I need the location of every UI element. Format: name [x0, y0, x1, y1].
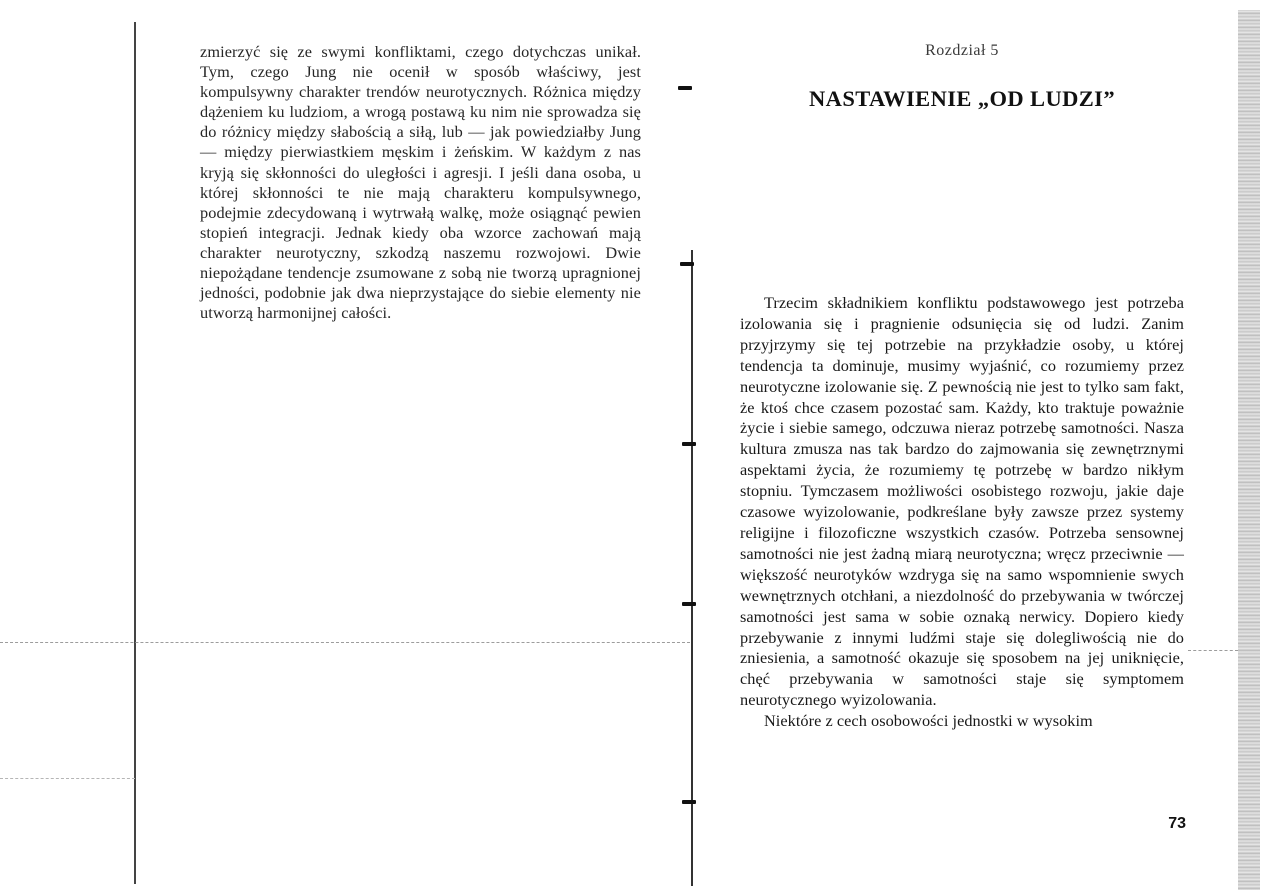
gutter-mark	[682, 800, 696, 804]
chapter-title: NASTAWIENIE „OD LUDZI”	[809, 86, 1115, 111]
page-number: 73	[1168, 815, 1186, 832]
gutter-mark	[682, 442, 696, 446]
right-page-paragraph-2: Niektóre z cech osobowości jednostki w wysokim	[764, 711, 1093, 731]
gutter-mark	[678, 86, 692, 90]
scan-fold-line	[0, 642, 690, 644]
book-gutter	[691, 250, 693, 886]
scan-fold-line-right	[1188, 650, 1238, 652]
left-page	[200, 42, 641, 323]
gutter-mark	[682, 602, 696, 606]
gutter-mark	[680, 262, 694, 266]
right-page-edge	[1238, 10, 1260, 890]
chapter-label: Rozdział 5	[925, 42, 999, 59]
left-page-paragraph: zmierzyć się ze swymi konfliktami, czego dotychczas unikał. Tym, czego Jung nie ocenił w sposób właściwy, jest kompulsywny charakter trendów neurotycznych. Różnica między dążeniem ku ludziom, a wrogą postawą ku nim nie sprowadza się do różnicy między słabością a siłą, lub — jak powiedziałby Jung — między pierwiastkiem męskim i żeńskim. W każdym z nas kryją się skłonności do uległości i agresji. I jeśli dana osoba, u której skłonności te nie mają charakteru kompulsywnego, podejmie zdecydowaną i wytrwałą walkę, może osiągnąć pewien stopień integracji. Jednak kiedy oba wzorce zachowań mają charakter neurotyczny, szkodzą naszemu rozwojowi. Dwie niepożądane tendencje zsumowane z sobą nie tworzą upragnionej jedności, podobnie jak dwa nieprzystające do siebie elementy nie utworzą harmonijnej całości.	[200, 42, 641, 323]
right-page	[740, 293, 1184, 732]
right-page-paragraph-1: Trzecim składnikiem konfliktu podstawowego jest potrzeba izolowania się i pragnienie odsunięcia się od ludzi. Zanim przyjrzymy się tej potrzebie na przykładzie osoby, u której tendencja ta dominuje, musimy wyjaśnić, co rozumiemy przez neurotyczne izolowanie się. Z pewnością nie jest to tylko sam fakt, że ktoś chce czasem pozostać sam. Każdy, kto traktuje poważnie życie i siebie samego, odczuwa nieraz potrzebę samotności. Nasza kultura zmusza nas tak bardzo do zajmowania się zewnętrznymi aspektami życia, że rozumiemy tę potrzebę w bardzo nikłym stopniu. Tymczasem możliwości osobistego rozwoju, jakie daje czasowe wyizolowanie, podkreślane były zawsze przez systemy religijne i filozoficzne wszystkich czasów. Potrzeba sensownej samotności nie jest żadną miarą neurotyczna; wręcz przeciwnie — większość neurotyków wzdryga się na samo wspomnienie swych wewnętrznych otchłani, a niezdolność do przebywania w twórczej samotności jest sama w sobie oznaką nerwicy. Dopiero kiedy przebywanie z innymi ludźmi staje się dolegliwością nie do zniesienia, a samotność okazuje się sposobem na jej uniknięcie, chęć przebywania w samotności staje się symptomem neurotycznego wyizolowania.	[740, 293, 1184, 710]
left-page-edge	[134, 22, 136, 884]
scan-bottom-line	[0, 778, 135, 779]
